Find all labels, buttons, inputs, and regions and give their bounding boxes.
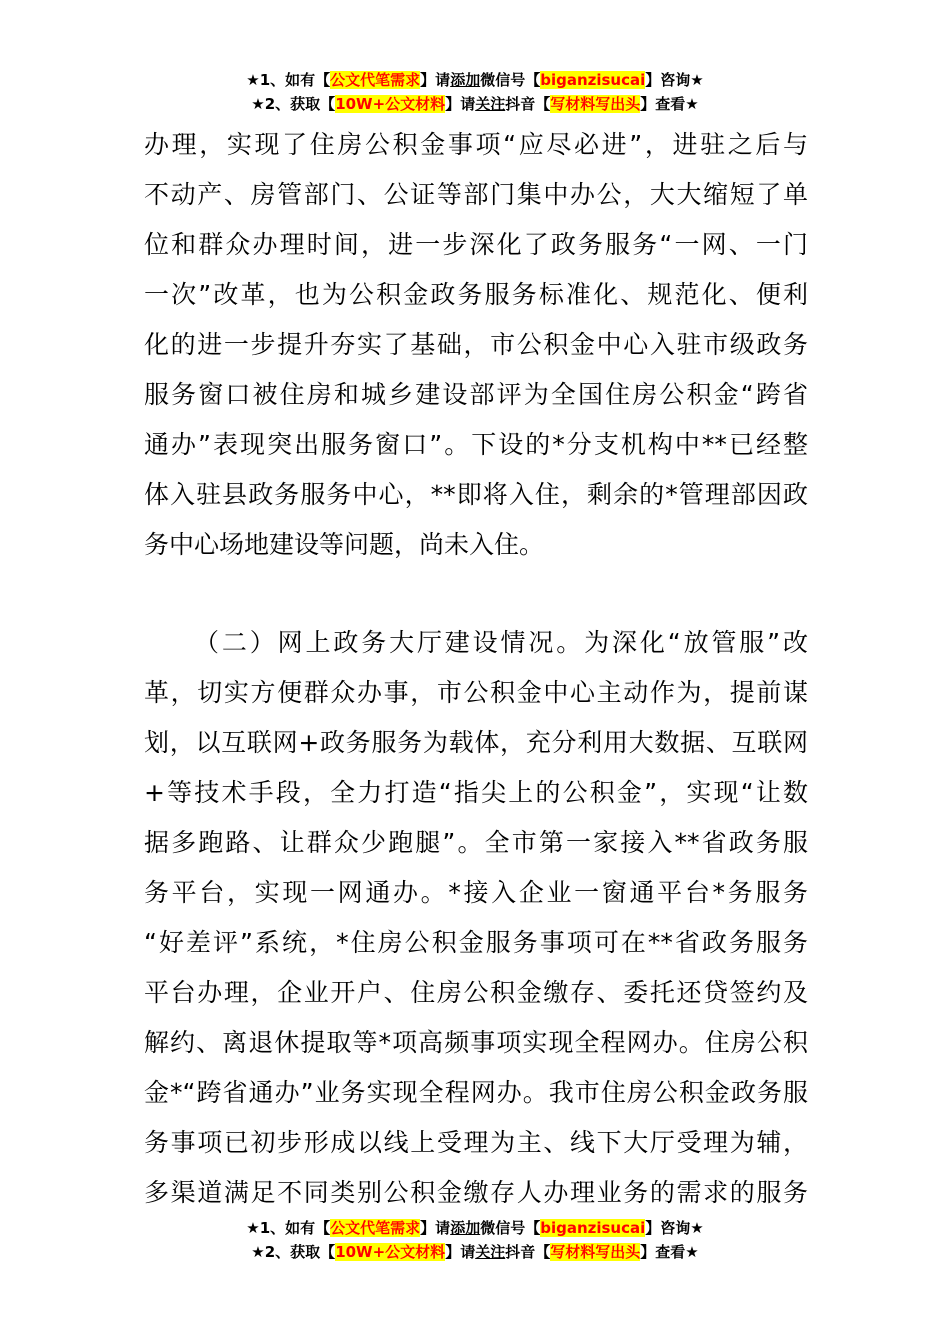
banner-text: 微信号【: [480, 71, 541, 89]
highlight-materials: 10W+公文材料: [335, 1243, 446, 1261]
banner-line-1: [0, 68, 950, 92]
underlined-text: 添加: [450, 71, 481, 89]
banner-text: ★1、如有【: [246, 1219, 331, 1237]
banner-text: 】请: [445, 1243, 476, 1261]
text-line: 办理，实现了住房公积金事项“应尽必进”，进驻之后与: [144, 130, 808, 159]
text-line: +等技术手段，全力打造“指尖上的公积金”，实现“让数: [144, 778, 808, 807]
highlight-douyin-account: 写材料写出头: [550, 1243, 641, 1261]
highlight-writing-service: 公文代笔需求: [330, 71, 421, 89]
text-line: 划，以互联网+政务服务为载体，充分利用大数据、互联网: [144, 728, 808, 757]
banner-line-1: [0, 1216, 950, 1240]
text-line: 务平台，实现一网通办。*接入企业一窗通平台*务服务: [144, 878, 808, 907]
text-line: 革，切实方便群众办事，市公积金中心主动作为，提前谋: [144, 678, 808, 707]
banner-text: 抖音【: [505, 1243, 551, 1261]
underlined-text: 添加: [450, 1219, 481, 1237]
highlight-wechat-id: biganzisucai: [540, 1219, 646, 1237]
banner-text: ★2、获取【: [251, 1243, 336, 1261]
highlight-douyin-account: 写材料写出头: [550, 95, 641, 113]
text-line: 一次”改革，也为公积金政务服务标准化、规范化、便利: [144, 280, 808, 309]
underlined-text: 关注: [475, 1243, 506, 1261]
paragraph-2: [144, 618, 808, 1218]
highlight-wechat-id: biganzisucai: [540, 71, 646, 89]
highlight-writing-service: 公文代笔需求: [330, 1219, 421, 1237]
banner-text: 抖音【: [505, 95, 551, 113]
text-line: 体入驻县政务服务中心，**即将入住，剩余的*管理部因政: [144, 480, 808, 509]
text-line: 化的进一步提升夯实了基础，市公积金中心入驻市级政务: [144, 330, 808, 359]
text-line: 不动产、房管部门、公证等部门集中办公，大大缩短了单: [144, 180, 808, 209]
banner-text: 】查看★: [640, 95, 699, 113]
banner-text: 】请: [420, 1219, 451, 1237]
underlined-text: 关注: [475, 95, 506, 113]
bottom-banner: [0, 1216, 950, 1264]
paragraph-1: [144, 120, 808, 570]
banner-text: 微信号【: [480, 1219, 541, 1237]
text-line: 平台办理，企业开户、住房公积金缴存、委托还贷签约及: [144, 978, 808, 1007]
text-line: 服务窗口被住房和城乡建设部评为全国住房公积金“跨省: [144, 380, 808, 409]
banner-text: ★1、如有【: [246, 71, 331, 89]
text-line: 务事项已初步形成以线上受理为主、线下大厅受理为辅，: [144, 1128, 808, 1157]
text-line: （二）网上政务大厅建设情况。为深化“放管服”改: [194, 628, 808, 657]
banner-text: 】咨询★: [645, 1219, 704, 1237]
text-line: 解约、离退休提取等*项高频事项实现全程网办。住房公积: [144, 1028, 808, 1057]
banner-line-2: [0, 92, 950, 116]
highlight-materials: 10W+公文材料: [335, 95, 446, 113]
banner-line-2: [0, 1240, 950, 1264]
banner-text: 】请: [445, 95, 476, 113]
text-line: 务中心场地建设等问题，尚未入住。: [144, 530, 545, 559]
banner-text: 】咨询★: [645, 71, 704, 89]
text-line: 多渠道满足不同类别公积金缴存人办理业务的需求的服务: [144, 1178, 808, 1207]
banner-text: 】查看★: [640, 1243, 699, 1261]
text-line: 金*“跨省通办”业务实现全程网办。我市住房公积金政务服: [144, 1078, 808, 1107]
text-line: 位和群众办理时间，进一步深化了政务服务“一网、一门: [144, 230, 808, 259]
text-line: “好差评”系统，*住房公积金服务事项可在**省政务服务: [144, 928, 808, 957]
banner-text: 】请: [420, 71, 451, 89]
banner-text: ★2、获取【: [251, 95, 336, 113]
text-line: 据多跑路、让群众少跑腿”。全市第一家接入**省政务服: [144, 828, 808, 857]
top-banner: [0, 68, 950, 116]
text-line: 通办”表现突出服务窗口”。下设的*分支机构中**已经整: [144, 430, 808, 459]
